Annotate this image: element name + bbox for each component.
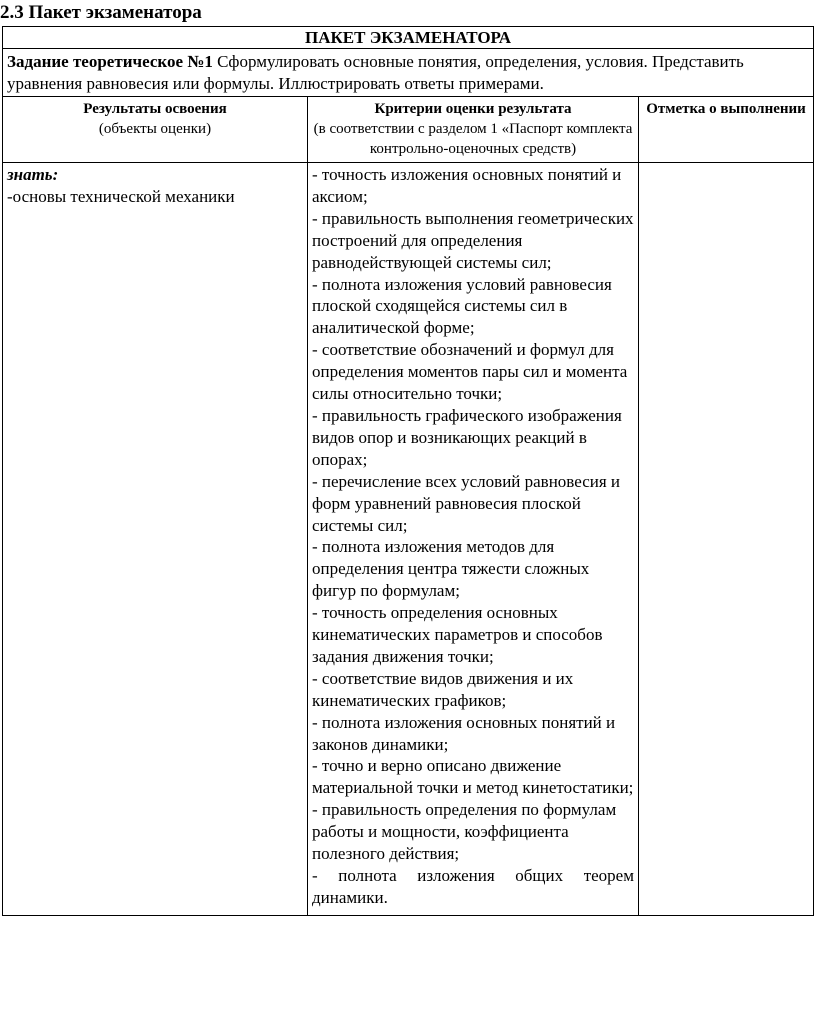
task-label: Задание теоретическое №1	[7, 52, 213, 71]
criteria-item: - правильность выполнения геометрических построений для определения равнодействующей системы сил;	[312, 208, 634, 272]
know-label: знать:	[7, 165, 59, 184]
content-row	[3, 163, 814, 916]
header-mark	[639, 97, 814, 163]
mark-cell[interactable]	[639, 163, 814, 916]
header-criteria	[308, 97, 639, 163]
criteria-item: - точность изложения основных понятий и аксиом;	[312, 165, 622, 206]
table-title: ПАКЕТ ЭКЗАМЕНАТОРА	[3, 27, 814, 49]
criteria-item: - точно и верно описано движение материальной точки и метод кинетостатики;	[312, 756, 634, 798]
task-cell	[3, 49, 814, 97]
criteria-item: - полнота изложения общих теорем динамики.	[312, 866, 634, 907]
criteria-item: - полнота изложения методов для определения центра тяжести сложных фигур по формулам;	[312, 537, 590, 601]
task-row	[3, 49, 814, 97]
table-title-row	[3, 27, 814, 49]
header-criteria-sub: (в соответствии с разделом 1 «Паспорт комплекта контрольно-оценочных средств)	[313, 121, 633, 157]
task-text: Сформулировать основные понятия, определения, условия. Представить уравнения равновесия или формулы. Иллюстрировать ответы примерами.	[7, 52, 744, 93]
criteria-item: - соответствие видов движения и их кинематических графиков;	[312, 668, 574, 710]
criteria-item: - полнота изложения основных понятий и законов динамики;	[312, 712, 616, 754]
header-results	[3, 97, 308, 163]
criteria-cell	[308, 163, 639, 916]
criteria-item: - соответствие обозначений и формул для определения моментов пары сил и момента силы относительно точки;	[312, 340, 628, 404]
header-results-sub: (объекты оценки)	[98, 121, 212, 137]
criteria-item: - правильность определения по формулам работы и мощности, коэффициента полезного действия;	[312, 800, 617, 864]
header-criteria-title: Критерии оценки результата	[374, 101, 572, 117]
criteria-item: - точность определения основных кинематических параметров и способов задания движения точки;	[312, 603, 603, 666]
criteria-item: - перечисление всех условий равновесия и форм уравнений равновесия плоской системы сил;	[312, 471, 621, 535]
criteria-item: - правильность графического изображения видов опор и возникающих реакций в опорах;	[312, 405, 622, 469]
header-results-title: Результаты освоения	[83, 101, 227, 117]
results-item: -основы технической механики	[7, 186, 235, 206]
results-cell	[3, 163, 308, 916]
section-heading: 2.3 Пакет экзаменатора	[0, 2, 202, 23]
header-mark-title: Отметка о выполнении	[646, 101, 806, 117]
examiner-package-table	[2, 26, 814, 916]
header-row	[3, 97, 814, 163]
criteria-item: - полнота изложения условий равновесия плоской сходящейся системы сил в аналитической форме;	[312, 274, 612, 338]
